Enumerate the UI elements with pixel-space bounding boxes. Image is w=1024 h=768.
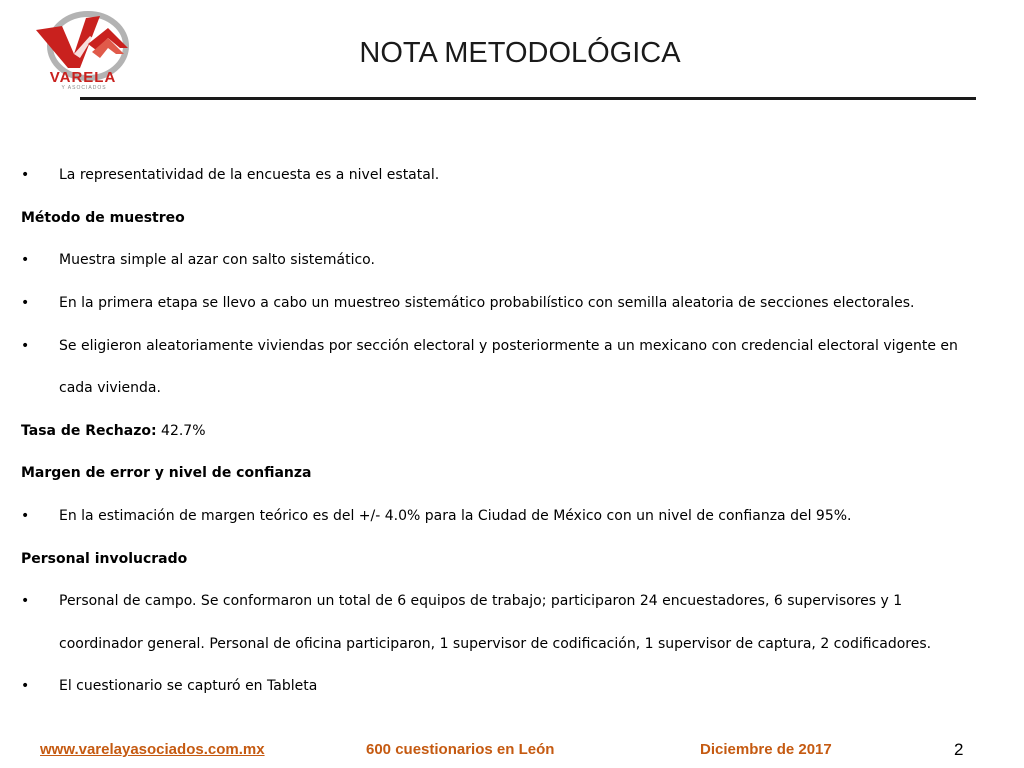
title-divider [80,97,976,100]
bullet-continuation: cada vivienda. [59,380,161,397]
bullet-text: Personal de campo. Se conformaron un total de 6 equipos de trabajo; participaron 24 encuestadores, 6 supervisores y 1 [59,593,903,610]
footer-sample-size: 600 cuestionarios en León [366,741,555,758]
footer-date: Diciembre de 2017 [700,741,832,758]
bullet-icon: • [21,508,30,525]
methodology-content [21,154,996,708]
list-item [21,495,996,538]
list-item [21,239,996,282]
logo-subtext: Y ASOCIADOS [61,85,107,91]
section-heading-margen: Margen de error y nivel de confianza [21,465,312,482]
bullet-text: En la primera etapa se llevo a cabo un muestreo sistemático probabilístico con semilla aleatoria de secciones electorales. [59,295,915,312]
bullet-text: Se eligieron aleatoriamente viviendas por sección electoral y posteriormente a un mexicano con credencial electoral vigente en [59,337,958,354]
list-item [21,282,996,325]
page-number: 2 [954,740,964,759]
list-item [21,665,996,708]
section-heading-metodo: Método de muestreo [21,209,185,226]
bullet-text: El cuestionario se capturó en Tableta [59,678,318,695]
page-title: NOTA METODOLÓGICA [359,37,681,69]
tasa-rechazo [21,410,996,453]
bullet-icon: • [21,167,30,184]
footer-website-link[interactable]: www.varelayasociados.com.mx [40,741,265,758]
section-heading-personal: Personal involucrado [21,550,188,567]
logo-wordmark: VARELA [49,69,117,86]
bullet-icon: • [21,593,30,610]
bullet-text: Muestra simple al azar con salto sistemático. [59,252,375,269]
list-item [21,324,996,367]
bullet-continuation: coordinador general. Personal de oficina participaron, 1 supervisor de codificación, 1 supervisor de captura, 2 codificadores. [59,635,932,652]
bullet-text: En la estimación de margen teórico es del +/- 4.0% para la Ciudad de México con un nivel de confianza del 95%. [59,508,852,525]
bullet-icon: • [21,337,30,354]
list-item [21,580,996,623]
tasa-label: Tasa de Rechazo: [21,422,157,439]
bullet-icon: • [21,252,30,269]
list-item [21,154,996,197]
bullet-icon: • [21,678,30,695]
bullet-icon: • [21,295,30,312]
bullet-text: La representatividad de la encuesta es a nivel estatal. [59,167,440,184]
tasa-value: 42.7% [161,422,206,439]
